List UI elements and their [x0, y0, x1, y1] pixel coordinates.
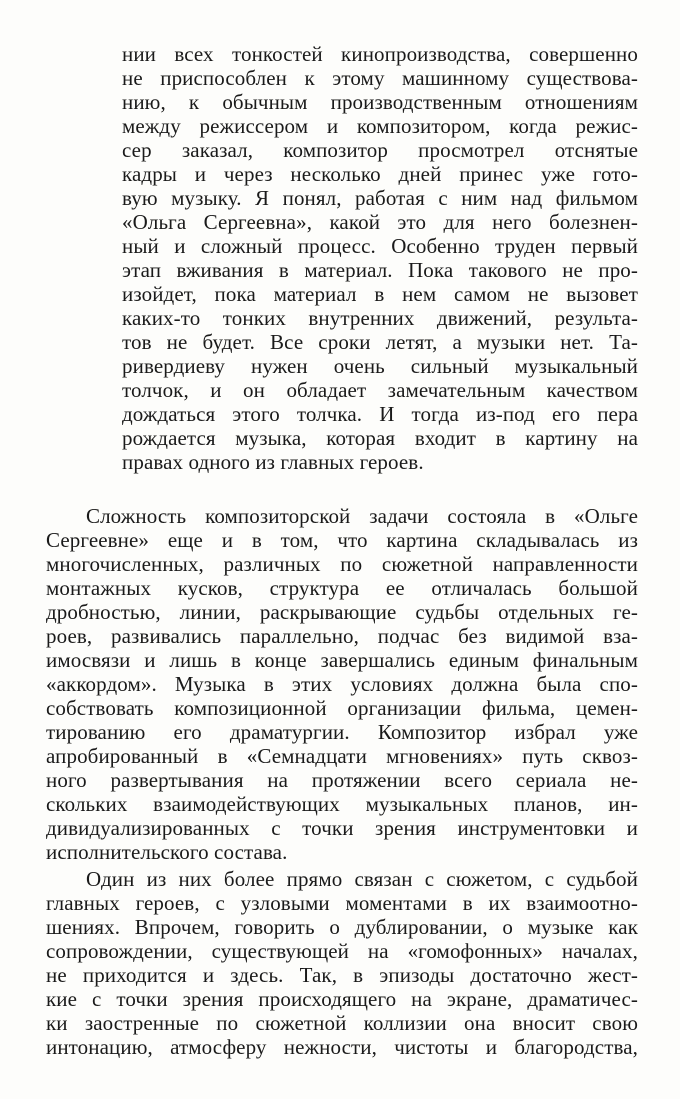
quote-line: «Ольга Сергеевна», какой это для него болезнен-	[122, 210, 638, 234]
paragraph-line: ки заостренные по сюжетной коллизии она вносит свою	[46, 1011, 638, 1035]
paragraph-line: исполнительского состава.	[46, 840, 288, 864]
quote-line: изойдет, пока материал в нем самом не вызовет	[122, 282, 638, 306]
paragraph-line: многочисленных, различных по сюжетной направленности	[46, 552, 638, 576]
paragraph-line: кие с точки зрения происходящего на экране, драматичес-	[46, 987, 638, 1011]
quote-line: вую музыку. Я понял, работая с ним над фильмом	[122, 186, 638, 210]
paragraph-line: Сложность композиторской задачи состояла в «Ольге	[86, 504, 638, 528]
paragraph-line: не приходится и здесь. Так, в эпизоды достаточно жест-	[46, 963, 638, 987]
paragraph-line: роев, развивались параллельно, подчас без видимой вза-	[46, 624, 638, 648]
paragraph-line: интонацию, атмосферу нежности, чистоты и благородства,	[46, 1035, 638, 1059]
quote-line: нии всех тонкостей кинопроизводства, совершенно	[122, 42, 638, 66]
quote-line: сер заказал, композитор просмотрел отснятые	[122, 138, 638, 162]
paragraph-line: монтажных кусков, структура ее отличалась большой	[46, 576, 638, 600]
quote-line: этап вживания в материал. Пока такового не про-	[122, 258, 638, 282]
paragraph-line: главных героев, с узловыми моментами в их взаимоотно-	[46, 891, 638, 915]
quote-line: нию, к обычным производственным отношениям	[122, 90, 638, 114]
quote-line: тов не будет. Все сроки летят, а музыки нет. Та-	[122, 330, 638, 354]
paragraph-line: Сергеевне» еще и в том, что картина складывалась из	[46, 528, 638, 552]
paragraph-line: Один из них более прямо связан с сюжетом, с судьбой	[86, 867, 638, 891]
paragraph-line: скольких взаимодействующих музыкальных планов, ин-	[46, 792, 638, 816]
quote-line: ривердиеву нужен очень сильный музыкальный	[122, 354, 638, 378]
paragraph-line: собствовать композиционной организации фильма, цемен-	[46, 696, 638, 720]
paragraph-line: «аккордом». Музыка в этих условиях должна была спо-	[46, 672, 638, 696]
paragraph-line: дробностью, линии, раскрывающие судьбы отдельных ге-	[46, 600, 638, 624]
quote-line: дождаться этого толчка. И тогда из-под его пера	[122, 402, 638, 426]
paragraph-line: тированию его драматургии. Композитор избрал уже	[46, 720, 638, 744]
paragraph-line: имосвязи и лишь в конце завершались единым финальным	[46, 648, 638, 672]
quote-line: каких-то тонких внутренних движений, результа-	[122, 306, 638, 330]
paragraph-line: дивидуализированных с точки зрения инструментовки и	[46, 816, 638, 840]
quote-line: правах одного из главных героев.	[122, 450, 424, 474]
quote-line: рождается музыка, которая входит в картину на	[122, 426, 638, 450]
paragraph-line: апробированный в «Семнадцати мгновениях» путь сквоз-	[46, 744, 638, 768]
quote-line: кадры и через несколько дней принес уже гото-	[122, 162, 638, 186]
paragraph-line: ного развертывания на протяжении всего сериала не-	[46, 768, 638, 792]
quote-line: между режиссером и композитором, когда режис-	[122, 114, 638, 138]
quote-line: не приспособлен к этому машинному существова-	[122, 66, 638, 90]
quote-line: толчок, и он обладает замечательным качеством	[122, 378, 638, 402]
paragraph-line: сопровождении, существующей на «гомофонных» началах,	[46, 939, 638, 963]
quote-line: ный и сложный процесс. Особенно труден первый	[122, 234, 638, 258]
paragraph-line: шениях. Впрочем, говорить о дублировании, о музыке как	[46, 915, 638, 939]
